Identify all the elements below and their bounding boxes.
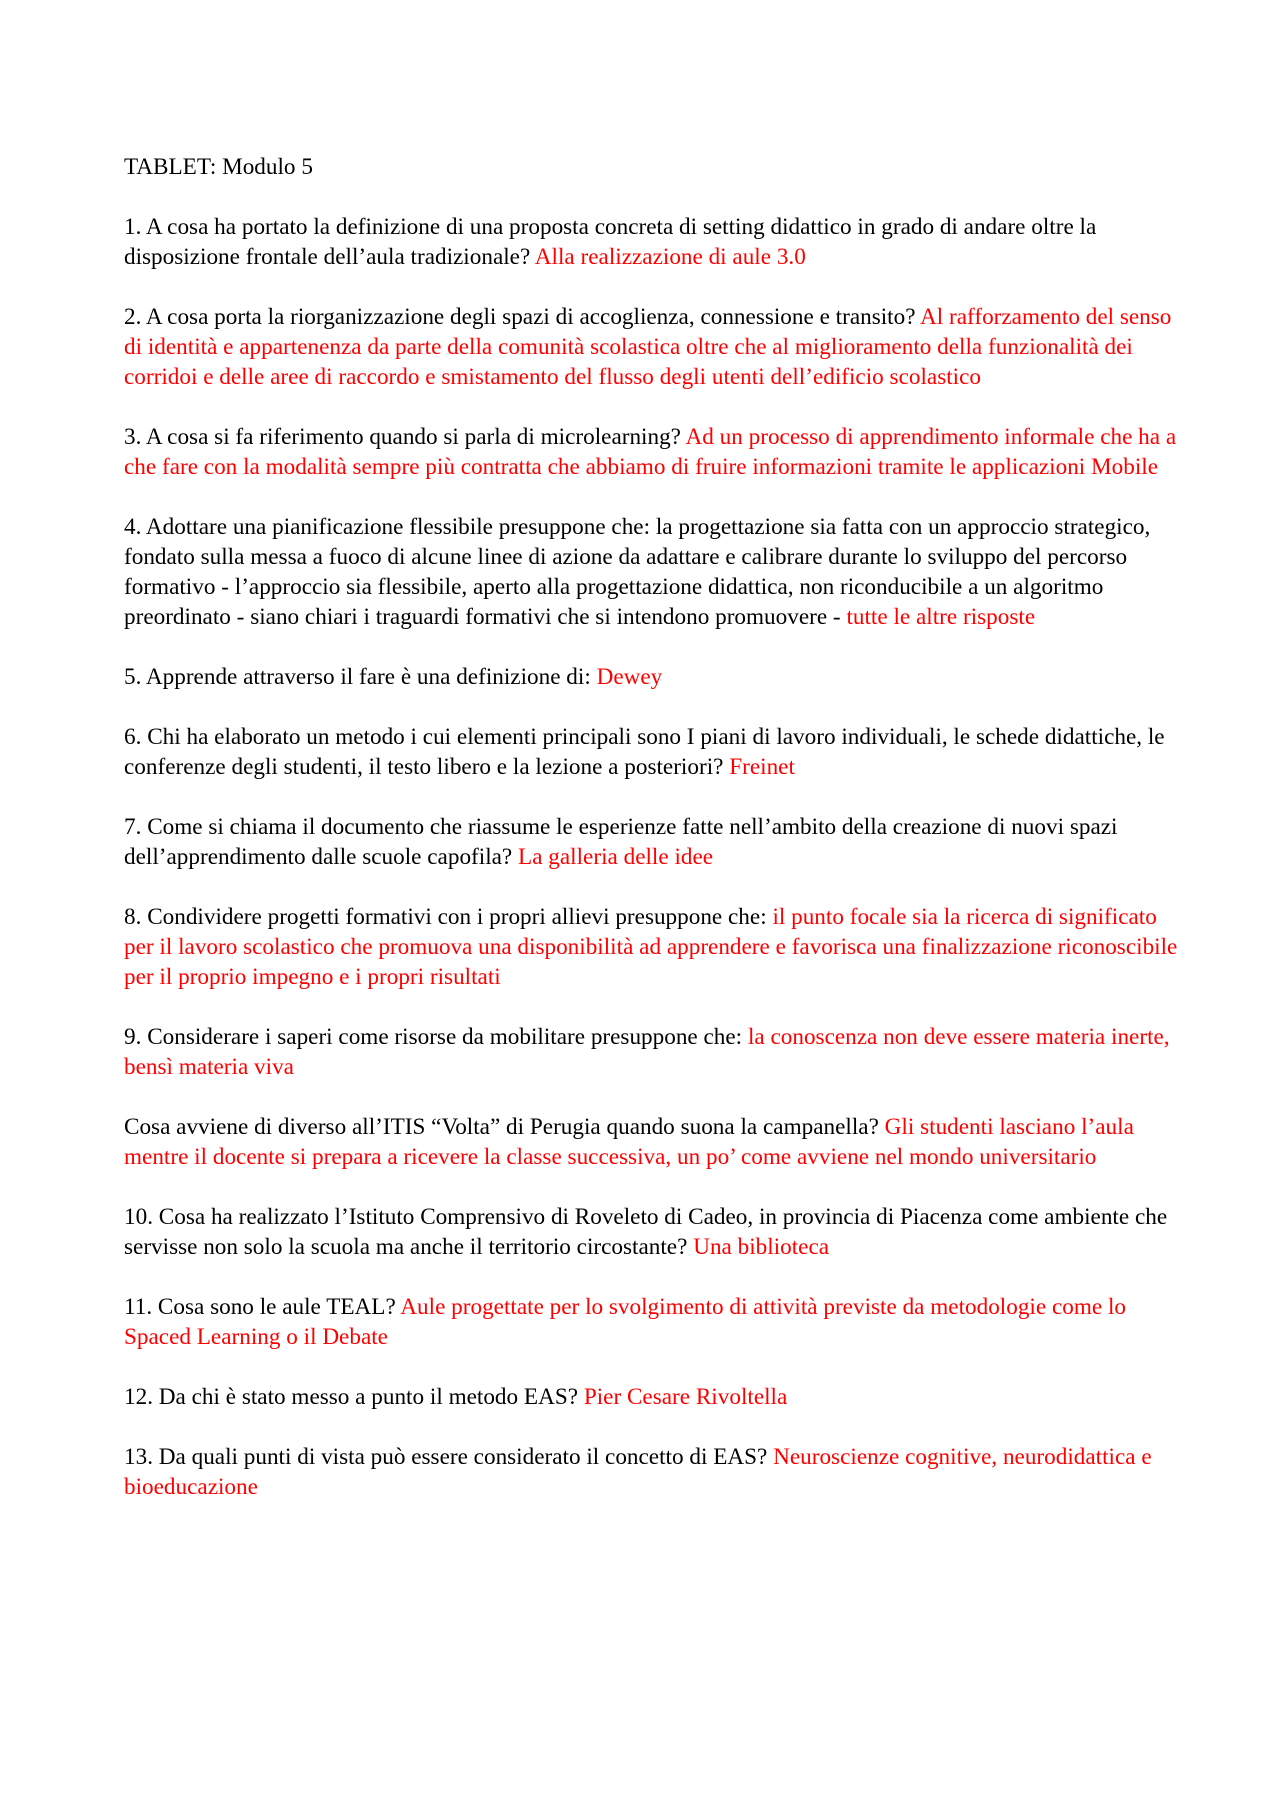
question-text: 1. A cosa ha portato la definizione di una proposta concreta di setting didattico in grado di andare oltre la disposizione frontale dell’aula tradizionale? xyxy=(124,214,1097,270)
page-title: TABLET: Modulo 5 xyxy=(124,154,313,180)
answer-text: La galleria delle idee xyxy=(518,844,714,870)
answer-text: Neuroscienze cognitive, neurodidattica e bioeducazione xyxy=(124,1444,1152,1500)
qa-item-12 xyxy=(124,1382,1186,1412)
answer-text: Pier Cesare Rivoltella xyxy=(583,1384,788,1410)
question-text: 6. Chi ha elaborato un metodo i cui elementi principali sono I piani di lavoro individuali, le schede didattiche, le conferenze degli studenti, il testo libero e la lezione a posteriori? xyxy=(124,724,1165,780)
answer-text: Dewey xyxy=(596,664,663,690)
qa-item-9 xyxy=(124,1022,1186,1082)
qa-item-7 xyxy=(124,812,1186,872)
qa-item-4 xyxy=(124,512,1186,632)
qa-item-10 xyxy=(124,1202,1186,1262)
question-text: 4. Adottare una pianificazione flessibile presuppone che: la progettazione sia fatta con un approccio strategico, fondato sulla messa a fuoco di alcune linee di azione da adattare e calibrare durante lo sviluppo del percorso formativo - l’approccio sia flessibile, aperto alla progettazione didattica, non riconducibile a un algoritmo preordinato - siano chiari i traguardi formativi che si intendono promuovere - xyxy=(124,514,1151,630)
qa-item-11 xyxy=(124,1292,1186,1352)
question-text: 8. Condividere progetti formativi con i propri allievi presuppone che: xyxy=(124,904,767,930)
answer-text: Aule progettate per lo svolgimento di attività previste da metodologie come lo Spaced Learning o il Debate xyxy=(124,1294,1127,1350)
qa-item-6 xyxy=(124,722,1186,782)
question-text: 3. A cosa si fa riferimento quando si parla di microlearning? xyxy=(124,424,681,450)
answer-text: Una biblioteca xyxy=(693,1234,830,1260)
answer-text: la conoscenza non deve essere materia inerte, bensì materia viva xyxy=(124,1024,1170,1080)
question-text: 2. A cosa porta la riorganizzazione degli spazi di accoglienza, connessione e transito? xyxy=(124,304,916,330)
question-text: 7. Come si chiama il documento che riassume le esperienze fatte nell’ambito della creazione di nuovi spazi dell’apprendimento dalle scuole capofila? xyxy=(124,814,1118,870)
answer-text: Al rafforzamento del senso di identità e appartenenza da parte della comunità scolastica oltre che al miglioramento della funzionalità dei corridoi e delle aree di raccordo e smistamento del flusso degli utenti dell’edificio scolastico xyxy=(124,304,1172,390)
answer-text: Freinet xyxy=(729,754,795,780)
answer-text: Alla realizzazione di aule 3.0 xyxy=(534,244,806,270)
answer-text: il punto focale sia la ricerca di significato per il lavoro scolastico che promuova una disponibilità ad apprendere e favorisca una finalizzazione riconoscibile per il proprio impegno e i propri risultati xyxy=(124,904,1178,990)
question-text: 11. Cosa sono le aule TEAL? xyxy=(124,1294,396,1320)
qa-item-2 xyxy=(124,302,1186,392)
question-text: 5. Apprende attraverso il fare è una definizione di: xyxy=(124,664,591,690)
qa-item-unnumbered xyxy=(124,1112,1186,1172)
answer-text: Ad un processo di apprendimento informale che ha a che fare con la modalità sempre più contratta che abbiamo di fruire informazioni tramite le applicazioni Mobile xyxy=(124,424,1177,480)
document-page xyxy=(124,152,1186,1532)
answer-text: tutte le altre risposte xyxy=(846,604,1036,630)
qa-item-8 xyxy=(124,902,1186,992)
question-text: Cosa avviene di diverso all’ITIS “Volta” di Perugia quando suona la campanella? xyxy=(124,1114,879,1140)
qa-item-1 xyxy=(124,212,1186,272)
question-text: 13. Da quali punti di vista può essere considerato il concetto di EAS? xyxy=(124,1444,768,1470)
qa-item-3 xyxy=(124,422,1186,482)
question-text: 12. Da chi è stato messo a punto il metodo EAS? xyxy=(124,1384,579,1410)
qa-item-5 xyxy=(124,662,1186,692)
question-text: 9. Considerare i saperi come risorse da mobilitare presuppone che: xyxy=(124,1024,743,1050)
question-text: 10. Cosa ha realizzato l’Istituto Comprensivo di Roveleto di Cadeo, in provincia di Piacenza come ambiente che servisse non solo la scuola ma anche il territorio circostante? xyxy=(124,1204,1168,1260)
answer-text: Gli studenti lasciano l’aula mentre il docente si prepara a ricevere la classe successiva, un po’ come avviene nel mondo universitario xyxy=(124,1114,1134,1170)
qa-item-13 xyxy=(124,1442,1186,1502)
